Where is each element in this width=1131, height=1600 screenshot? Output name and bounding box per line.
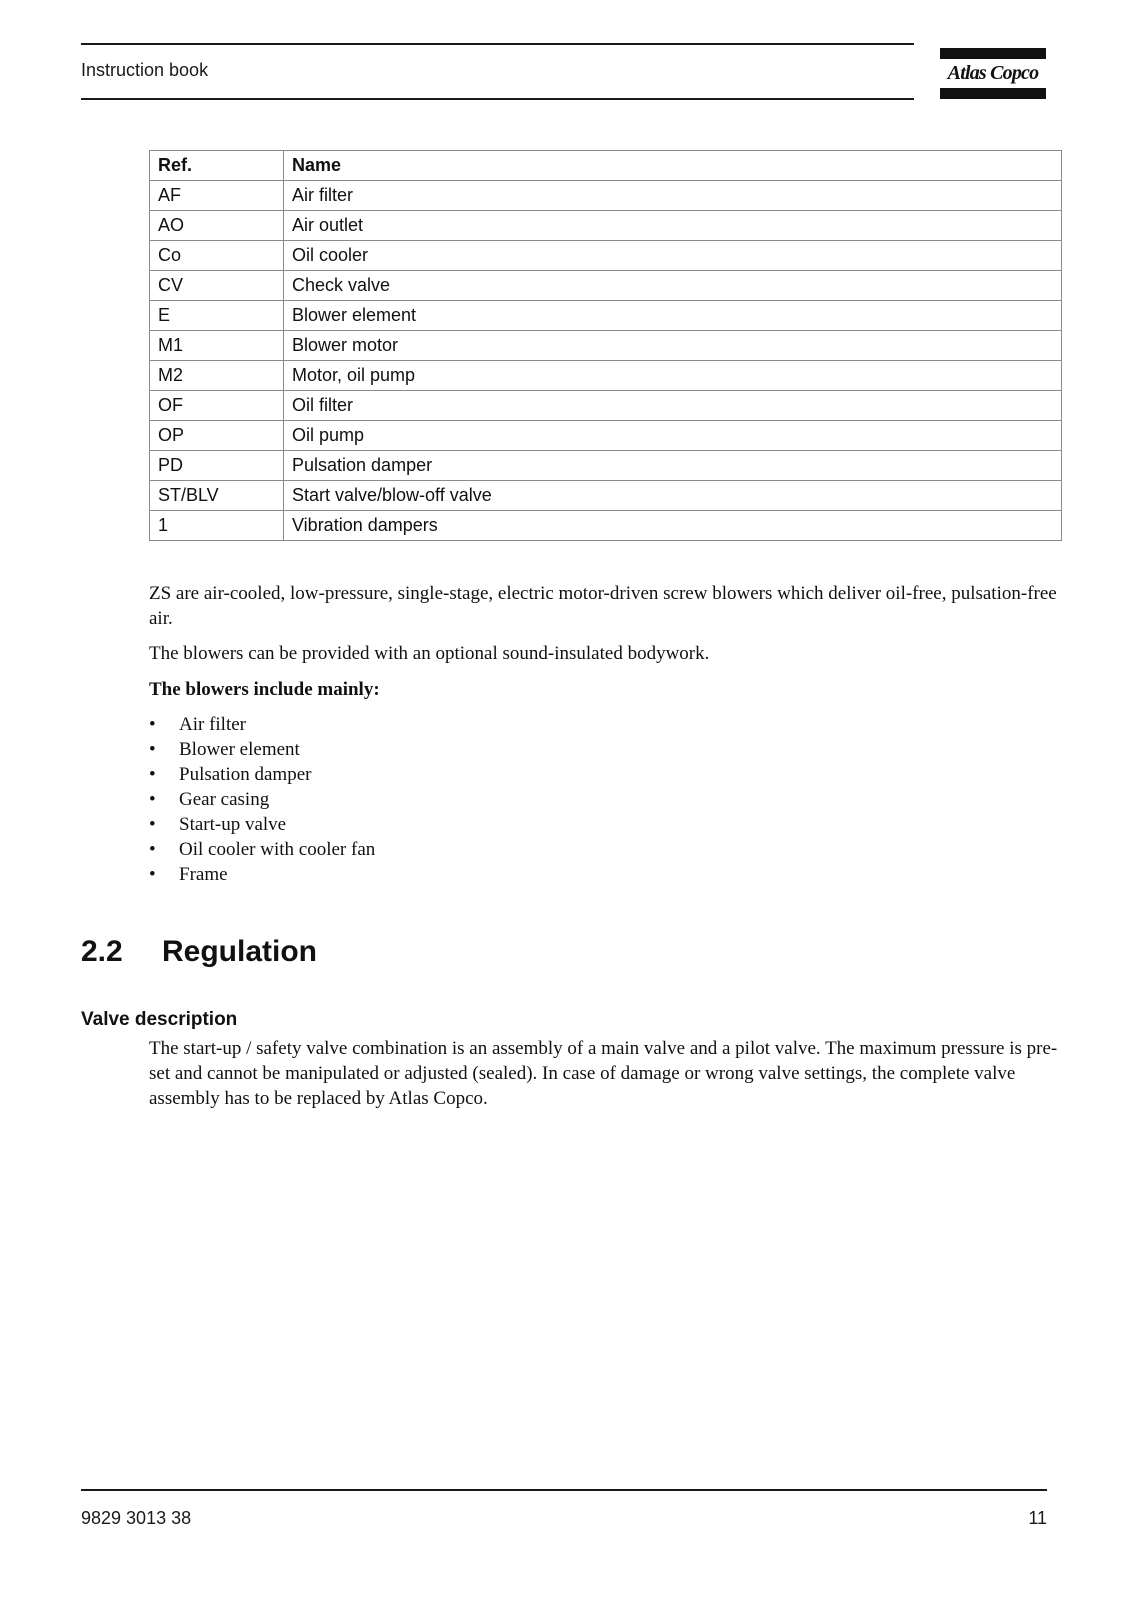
name-cell: Air outlet: [284, 211, 1062, 241]
table-row: [150, 481, 1062, 511]
bodywork-paragraph: The blowers can be provided with an optional sound-insulated bodywork.: [149, 643, 710, 664]
list-item: [149, 812, 749, 837]
reference-table: [149, 150, 1062, 541]
bullet-icon: •: [149, 789, 156, 810]
ref-cell: OP: [150, 421, 284, 451]
bullet-icon: •: [149, 714, 156, 735]
list-item-text: Gear casing: [179, 789, 270, 810]
name-cell: Vibration dampers: [284, 511, 1062, 541]
list-heading: The blowers include mainly:: [149, 679, 380, 700]
footer-rule: [81, 1489, 1047, 1491]
table-row: [150, 241, 1062, 271]
ref-cell: OF: [150, 391, 284, 421]
name-cell: Check valve: [284, 271, 1062, 301]
name-cell: Oil filter: [284, 391, 1062, 421]
list-item-text: Start-up valve: [179, 814, 287, 835]
bullet-icon: •: [149, 864, 156, 885]
table-row: [150, 391, 1062, 421]
list-item: [149, 862, 749, 887]
table-row: [150, 451, 1062, 481]
header-bottom-rule: [81, 98, 914, 100]
column-header-name: Name: [284, 151, 1062, 181]
name-cell: Oil cooler: [284, 241, 1062, 271]
list-item: [149, 737, 749, 762]
bullet-icon: •: [149, 839, 156, 860]
list-item-text: Air filter: [179, 714, 247, 735]
table-row: [150, 271, 1062, 301]
ref-cell: CV: [150, 271, 284, 301]
name-cell: Blower element: [284, 301, 1062, 331]
name-cell: Start valve/blow-off valve: [284, 481, 1062, 511]
table-row: [150, 301, 1062, 331]
ref-cell: AF: [150, 181, 284, 211]
ref-cell: ST/BLV: [150, 481, 284, 511]
name-cell: Pulsation damper: [284, 451, 1062, 481]
valve-description-paragraph: The start-up / safety valve combination is an assembly of a main valve and a pilot valve. The maximum pressure is pre-set and cannot be manipulated or adjusted (sealed). In case of damage or wrong valve settings, the complete valve assembly has to be replaced by Atlas Copco.: [149, 1038, 1058, 1109]
list-item-text: Blower element: [179, 739, 300, 760]
name-cell: Motor, oil pump: [284, 361, 1062, 391]
document-number: 9829 3013 38: [81, 1508, 192, 1528]
bullet-icon: •: [149, 739, 156, 760]
list-item: [149, 837, 749, 862]
list-item: [149, 787, 749, 812]
list-item: [149, 762, 749, 787]
subsection-heading: Valve description: [81, 1009, 238, 1030]
logo-bottom-bar: [940, 88, 1046, 99]
ref-cell: E: [150, 301, 284, 331]
logo-wordmark: Atlas Copco: [947, 62, 1039, 84]
component-list: [149, 712, 749, 887]
table-row: [150, 181, 1062, 211]
ref-cell: Co: [150, 241, 284, 271]
bullet-icon: •: [149, 814, 156, 835]
ref-cell: M1: [150, 331, 284, 361]
list-item: [149, 712, 749, 737]
list-item-text: Frame: [179, 864, 228, 885]
page-number: 11: [1028, 1508, 1047, 1528]
name-cell: Blower motor: [284, 331, 1062, 361]
column-header-ref: Ref.: [150, 151, 284, 181]
logo-top-bar: [940, 48, 1046, 59]
ref-cell: 1: [150, 511, 284, 541]
list-item-text: Oil cooler with cooler fan: [179, 839, 376, 860]
header-top-rule: [81, 43, 914, 45]
name-cell: Oil pump: [284, 421, 1062, 451]
table-row: [150, 331, 1062, 361]
atlas-copco-logo: [940, 48, 1046, 100]
table-row: [150, 211, 1062, 241]
ref-cell: PD: [150, 451, 284, 481]
table-row: [150, 511, 1062, 541]
table-header-row: [150, 151, 1062, 181]
intro-paragraph: ZS are air-cooled, low-pressure, single-stage, electric motor-driven screw blowers which deliver oil-free, pulsation-free air.: [149, 583, 1057, 629]
bullet-icon: •: [149, 764, 156, 785]
ref-cell: M2: [150, 361, 284, 391]
header-title: Instruction book: [81, 60, 209, 80]
table-row: [150, 361, 1062, 391]
list-item-text: Pulsation damper: [179, 764, 312, 785]
ref-cell: AO: [150, 211, 284, 241]
section-title: Regulation: [162, 935, 317, 968]
name-cell: Air filter: [284, 181, 1062, 211]
section-number: 2.2: [81, 935, 123, 968]
table-row: [150, 421, 1062, 451]
